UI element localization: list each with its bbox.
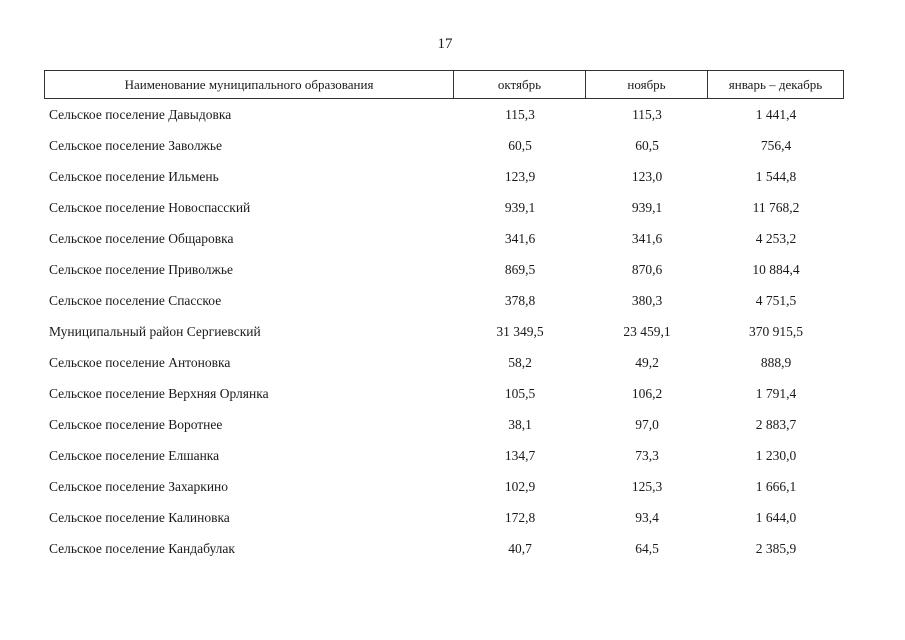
table-row [44,316,844,347]
table-row [44,285,844,316]
cell-municipality-name: Сельское поселение Калиновка [49,509,230,525]
cell-municipality-name: Сельское поселение Кандабулак [49,540,235,556]
cell-year-total-value: 4 253,2 [755,230,797,246]
cell-october-value: 378,8 [504,292,536,308]
cell-year-total-value: 1 441,4 [755,106,797,122]
cell-october-value: 869,5 [504,261,536,277]
cell-municipality-name: Сельское поселение Захаркино [49,478,229,494]
cell-november-value: 97,0 [635,416,659,432]
header-year-total: январь – декабрь [708,70,844,99]
cell-year-total-value: 2 385,9 [755,540,797,556]
table-row [44,130,844,161]
table-row [44,533,844,564]
cell-municipality-name: Сельское поселение Ильмень [49,168,219,184]
cell-municipality-name: Сельское поселение Приволжье [49,261,233,277]
cell-municipality-name: Сельское поселение Новоспасский [49,199,251,215]
cell-october-value: 60,5 [508,137,532,153]
cell-municipality-name: Сельское поселение Общаровка [49,230,234,246]
cell-november-value: 64,5 [635,540,659,556]
cell-municipality-name: Муниципальный район Сергиевский [49,323,261,339]
table-row [44,192,844,223]
cell-year-total-value: 11 768,2 [752,199,800,215]
cell-year-total-value: 1 230,0 [755,447,797,463]
table-row [44,223,844,254]
cell-municipality-name: Сельское поселение Заволжье [49,137,223,153]
cell-november-value: 23 459,1 [623,323,671,339]
cell-municipality-name: Сельское поселение Воротнее [49,416,223,432]
page-number: 17 [437,36,453,52]
table-row [44,161,844,192]
cell-october-value: 939,1 [504,199,536,215]
table-row [44,440,844,471]
cell-november-value: 60,5 [635,137,659,153]
cell-year-total-value: 888,9 [760,354,792,370]
cell-october-value: 58,2 [508,354,532,370]
cell-year-total-value: 2 883,7 [755,416,797,432]
table-row [44,409,844,440]
cell-november-value: 115,3 [632,106,662,122]
cell-november-value: 939,1 [631,199,663,215]
cell-october-value: 341,6 [504,230,536,246]
cell-november-value: 106,2 [631,385,663,401]
table-row [44,378,844,409]
header-november: ноябрь [586,70,708,99]
cell-municipality-name: Сельское поселение Спасское [49,292,222,308]
cell-year-total-value: 756,4 [760,137,792,153]
cell-november-value: 73,3 [635,447,659,463]
cell-november-value: 380,3 [631,292,663,308]
cell-year-total-value: 1 666,1 [755,478,797,494]
cell-municipality-name: Сельское поселение Антоновка [49,354,231,370]
cell-october-value: 123,9 [504,168,536,184]
table-row [44,471,844,502]
cell-november-value: 341,6 [631,230,663,246]
cell-year-total-value: 4 751,5 [755,292,797,308]
cell-november-value: 123,0 [631,168,663,184]
cell-october-value: 40,7 [508,540,532,556]
cell-october-value: 115,3 [505,106,535,122]
header-october: октябрь [454,70,586,99]
header-municipality: Наименование муниципального образования [44,70,454,99]
cell-year-total-value: 1 791,4 [755,385,797,401]
cell-october-value: 31 349,5 [496,323,544,339]
cell-november-value: 93,4 [635,509,659,525]
table-row [44,254,844,285]
cell-year-total-value: 10 884,4 [752,261,800,277]
table-row [44,347,844,378]
cell-year-total-value: 370 915,5 [749,323,803,339]
cell-october-value: 172,8 [504,509,536,525]
cell-november-value: 125,3 [631,478,663,494]
cell-october-value: 134,7 [504,447,536,463]
cell-october-value: 102,9 [504,478,536,494]
cell-november-value: 870,6 [631,261,663,277]
cell-november-value: 49,2 [635,354,659,370]
cell-october-value: 38,1 [508,416,532,432]
table-body [44,99,844,564]
cell-municipality-name: Сельское поселение Елшанка [49,447,220,463]
table-header [44,70,844,99]
table-row [44,502,844,533]
cell-october-value: 105,5 [504,385,536,401]
table-row [44,99,844,130]
cell-municipality-name: Сельское поселение Верхняя Орлянка [49,385,269,401]
cell-municipality-name: Сельское поселение Давыдовка [49,106,232,122]
cell-year-total-value: 1 544,8 [755,168,797,184]
cell-year-total-value: 1 644,0 [755,509,797,525]
